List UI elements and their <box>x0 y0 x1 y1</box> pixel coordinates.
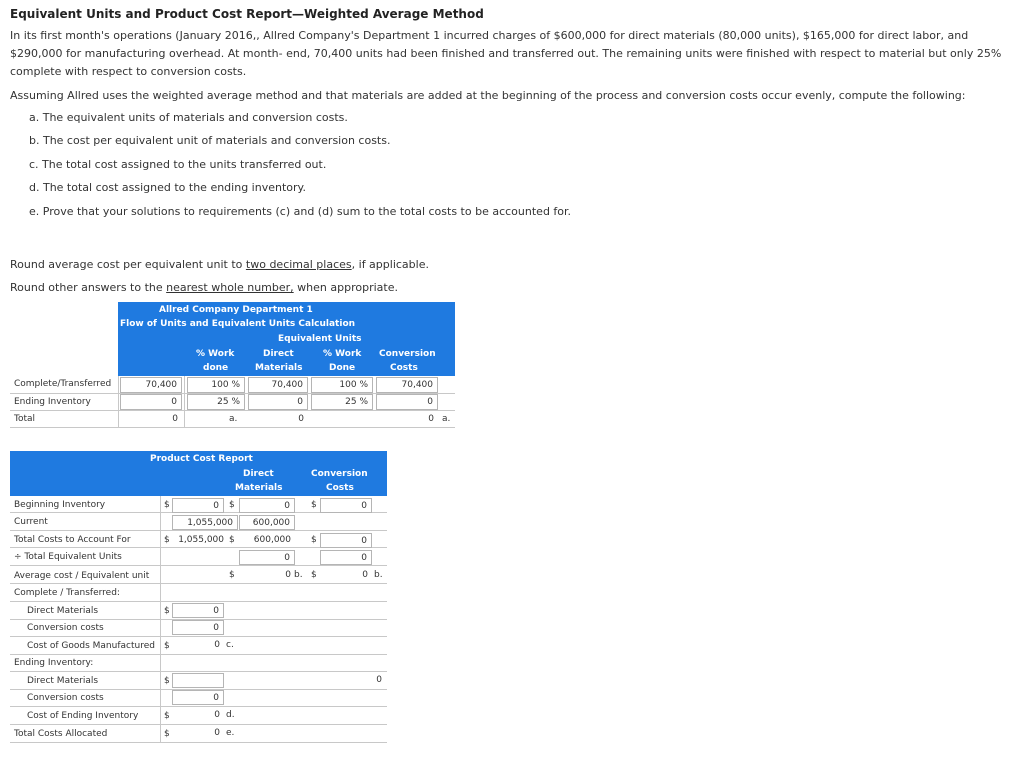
dollar-sign: $ <box>229 570 235 580</box>
rounding-link-decimals[interactable]: two decimal places <box>245 258 352 271</box>
requirement-b: b. The cost per equivalent unit of materials and conversion costs. <box>29 134 391 147</box>
total-eu-label: ÷ Total Equivalent Units <box>14 552 122 562</box>
mark-d: d. <box>226 710 235 720</box>
requirement-e: e. Prove that your solutions to requirements (c) and (d) sum to the total costs to be accounted for. <box>29 205 572 218</box>
ei-dm-label: Direct Materials <box>27 676 99 686</box>
beginning-inventory-label: Beginning Inventory <box>14 500 106 510</box>
ct-cc-input[interactable]: 0 <box>172 620 224 635</box>
ei-cc-extra: 0 <box>376 675 382 685</box>
ending-inventory-label: Ending Inventory: <box>14 658 94 668</box>
tcaf-dm: 600,000 <box>253 535 291 545</box>
dollar-sign: $ <box>311 535 317 545</box>
cc-header: Conversion <box>311 469 368 479</box>
teu-dm-input[interactable]: 0 <box>239 550 295 565</box>
current-dm-input[interactable]: 600,000 <box>239 515 295 530</box>
pct-done-input[interactable]: 25 % <box>311 394 373 410</box>
costs-header: Costs <box>390 363 418 373</box>
pct-done-header-2: Done <box>329 363 356 373</box>
complete-transferred-label: Complete / Transferred: <box>14 588 120 598</box>
pct-done-header: done <box>203 363 229 373</box>
units-total: 0 <box>172 414 178 424</box>
avg-cost-label: Average cost / Equivalent unit <box>14 571 150 581</box>
requirement-c: c. The total cost assigned to the units transferred out. <box>29 158 327 171</box>
mark-a: a. <box>442 414 451 424</box>
cc-header-2: Costs <box>326 483 354 493</box>
rounding-note-1 <box>10 258 429 271</box>
dollar-sign: $ <box>164 535 170 545</box>
dm-eu-total: 0 <box>298 414 304 424</box>
conversion-header: Conversion <box>379 349 436 359</box>
pct-work-header: % Work <box>196 349 235 359</box>
flow-row-label: Ending Inventory <box>14 397 91 407</box>
avg-dm: 0 <box>285 570 291 580</box>
beg-cc-input[interactable]: 0 <box>320 498 372 513</box>
ei-dm-input[interactable] <box>172 673 224 688</box>
cc-eu-total: 0 <box>428 414 434 424</box>
cost-report-title: Product Cost Report <box>150 454 253 464</box>
cei-label: Cost of Ending Inventory <box>27 711 139 721</box>
tca-label: Total Costs Allocated <box>14 729 108 739</box>
dm-header: Direct <box>243 469 274 479</box>
units-input[interactable]: 0 <box>120 394 182 410</box>
pct-work-input[interactable]: 100 % <box>187 377 245 393</box>
cogm-label: Cost of Goods Manufactured <box>27 641 155 651</box>
dollar-sign: $ <box>164 606 170 616</box>
dollar-sign: $ <box>229 535 235 545</box>
ct-cc-label: Conversion costs <box>27 623 104 633</box>
direct-header: Direct <box>263 349 294 359</box>
page-title: Equivalent Units and Product Cost Report—Weighted Average Method <box>10 7 484 21</box>
requirement-a: a. The equivalent units of materials and conversion costs. <box>29 111 348 124</box>
dollar-sign: $ <box>164 641 170 651</box>
ct-dm-label: Direct Materials <box>27 606 99 616</box>
cost-report-header <box>10 451 387 496</box>
cc-eu-input[interactable]: 0 <box>376 394 438 410</box>
dm-eu-input[interactable]: 70,400 <box>248 377 308 393</box>
requirement-d: d. The total cost assigned to the ending inventory. <box>29 181 306 194</box>
dollar-sign: $ <box>164 711 170 721</box>
mark-b: b. <box>374 570 383 580</box>
rounding-text: Round other answers to the <box>10 281 167 294</box>
dm-eu-input[interactable]: 0 <box>248 394 308 410</box>
rounding-text: Round average cost per equivalent unit to <box>10 258 246 271</box>
beg-dm-input[interactable]: 0 <box>239 498 295 513</box>
dollar-sign: $ <box>229 500 235 510</box>
cei-value: 0 <box>214 710 220 720</box>
total-costs-label: Total Costs to Account For <box>14 535 131 545</box>
beg-total-input[interactable]: 0 <box>172 498 224 513</box>
cogm-value: 0 <box>214 640 220 650</box>
flow-row-label: Complete/Transferred <box>14 379 112 389</box>
dm-header-2: Materials <box>235 483 283 493</box>
units-input[interactable]: 70,400 <box>120 377 182 393</box>
flow-subtitle: Flow of Units and Equivalent Units Calculation <box>120 319 356 329</box>
rounding-note-2 <box>10 281 398 294</box>
tca-value: 0 <box>214 728 220 738</box>
materials-header: Materials <box>255 363 303 373</box>
rounding-text: , if applicable. <box>351 258 429 271</box>
flow-row-label: Total <box>14 414 36 424</box>
tcaf-total: 1,055,000 <box>178 535 224 545</box>
ei-cc-input[interactable]: 0 <box>172 690 224 705</box>
mark-c: c. <box>226 640 234 650</box>
flow-title: Allred Company Department 1 <box>159 305 313 315</box>
flow-header <box>118 302 455 376</box>
dollar-sign: $ <box>164 500 170 510</box>
pct-work-header-2: % Work <box>323 349 362 359</box>
problem-assumption: Assuming Allred uses the weighted average method and that materials are added at the beginning of the process and conversion costs occur evenly, compute the following: <box>10 89 966 102</box>
pct-done-input[interactable]: 100 % <box>311 377 373 393</box>
ct-dm-input[interactable]: 0 <box>172 603 224 618</box>
dollar-sign: $ <box>164 729 170 739</box>
dollar-sign: $ <box>311 500 317 510</box>
dollar-sign: $ <box>311 570 317 580</box>
mark-e: e. <box>226 728 235 738</box>
rounding-link-whole[interactable]: nearest whole number, <box>166 281 294 294</box>
dollar-sign: $ <box>164 676 170 686</box>
current-total-input[interactable]: 1,055,000 <box>172 515 238 530</box>
cc-eu-input[interactable]: 70,400 <box>376 377 438 393</box>
ei-cc-label: Conversion costs <box>27 693 104 703</box>
current-label: Current <box>14 517 48 527</box>
mark-b: b. <box>294 570 303 580</box>
rounding-text: when appropriate. <box>293 281 398 294</box>
equivalent-units-header: Equivalent Units <box>278 334 362 344</box>
mark-a: a. <box>229 414 238 424</box>
problem-intro: In its first month's operations (January 2016,, Allred Company's Department 1 incurred charges of $600,000 for direct materials (80,000 units), $165,000 for direct labor, and $290,000 for manufacturing overhead. At month- end, 70,400 units had been finished and transferred out. The remaining units were finished with respect to material but only 25% complete with respect to conversion costs. <box>10 29 1002 78</box>
avg-cc: 0 <box>362 570 368 580</box>
pct-work-input[interactable]: 25 % <box>187 394 245 410</box>
teu-cc-input[interactable]: 0 <box>320 550 372 565</box>
tcaf-cc-input[interactable]: 0 <box>320 533 372 548</box>
